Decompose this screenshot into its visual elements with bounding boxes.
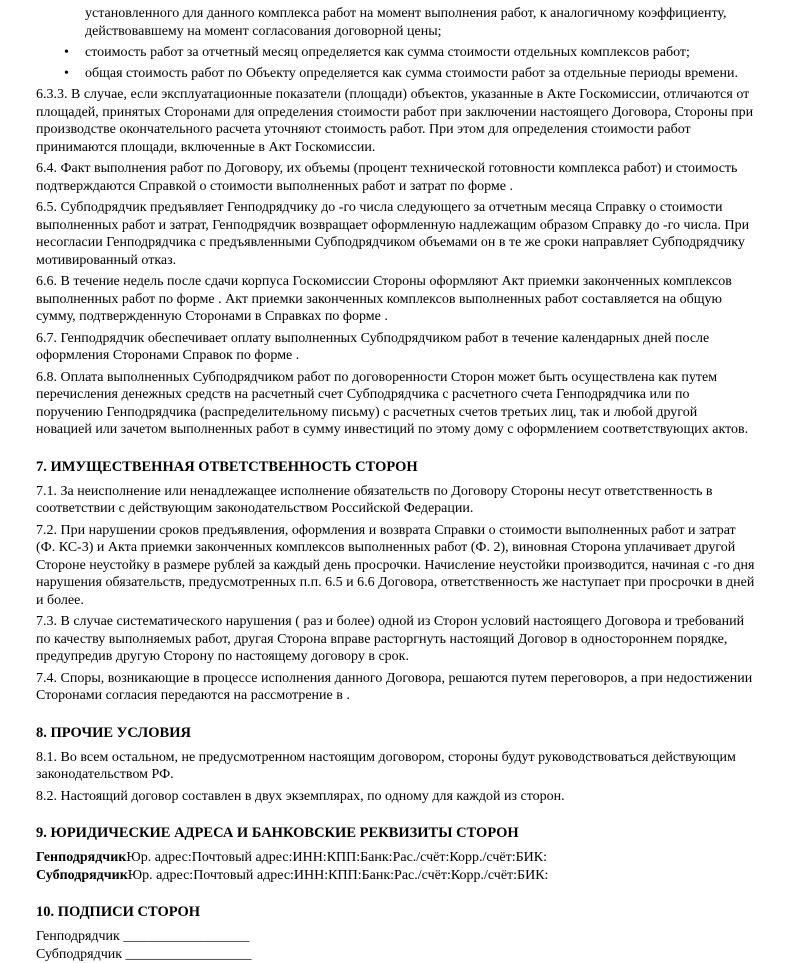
clause-7-4: 7.4. Споры, возникающие в процессе исполнения данного Договора, решаются путем переговоров, а при недостижении Сторонами согласия передаются на рассмотрение в . [36, 670, 756, 705]
clause-8-1: 8.1. Во всем остальном, не предусмотренном настоящим договором, стороны будут руководствоваться действующим законодательством РФ. [36, 749, 756, 784]
clause-7-2: 7.2. При нарушении сроков предъявления, оформления и возврата Справки о стоимости выполненных работ и затрат (Ф. КС-3) и Акта приемки законченных комплексов выполненных работ (Ф. 2), виновная Сторона уплачивает другой Стороне неустойку в размере рублей за каждый день просрочки. Начисление неустойки производится, начиная с -го дня нарушения обязательств, предусмотренных п.п. 6.5 и 6.6 Договора, ответственность же наступает при просрочки в дней и более. [36, 522, 756, 610]
clause-6-8: 6.8. Оплата выполненных Субподрядчиком работ по договоренности Сторон может быть осуществлена как путем перечисления денежных средств на расчетный счет Субподрядчика с расчетного счета Генподрядчика или по поручению Генподрядчика (распределительному письму) с расчетных счетов третьих лиц, так и любой другой новацией или зачетом выполненных работ в сумму инвестиций по этому дому с оформлением соответствующих актов. [36, 369, 756, 439]
signature-blank: __________________ [123, 929, 249, 944]
clause-8-2: 8.2. Настоящий договор составлен в двух экземплярах, по одному для каждой из сторон. [36, 788, 756, 806]
party-name-label: Субподрядчик [36, 947, 122, 962]
bullet-icon: • [64, 65, 69, 83]
section-8-heading: 8. ПРОЧИЕ УСЛОВИЯ [36, 724, 756, 742]
list-item-text: общая стоимость работ по Объекту определяется как сумма стоимости работ за отдельные периоды времени. [85, 66, 738, 81]
party-name-label: Генподрядчик [36, 929, 120, 944]
clause-7-3: 7.3. В случае систематического нарушения ( раз и более) одной из Сторон условий настоящего Договора и требований по качеству выполняемых работ, другая Сторона вправе расторгнуть настоящий Договор в одностороннем порядке, предупредив другую Сторону по настоящему договору в срок. [36, 613, 756, 666]
section-10-heading: 10. ПОДПИСИ СТОРОН [36, 903, 756, 921]
signature-line-subpodryadchik [36, 946, 756, 963]
list-item [36, 44, 756, 62]
party-name-label: Субподрядчик [36, 868, 128, 883]
signature-blank: __________________ [126, 947, 252, 962]
bullet-list [36, 44, 756, 82]
requisites-details: Юр. адрес:Почтовый адрес:ИНН:КПП:Банк:Рас./счёт:Корр./счёт:БИК: [128, 868, 549, 883]
requisites-line-subpodryadchik [36, 867, 756, 885]
clause-6-3-3: 6.3.3. В случае, если эксплуатационные показатели (площади) объектов, указанные в Акте Госкомиссии, отличаются от площадей, принятых Сторонами для определения стоимости работ при заключении настоящего Договора, Стороны при производстве окончательного расчета уточняют стоимость работ. При этом для определения стоимости работ принимаются площади, включенные в Акт Госкомиссии. [36, 86, 756, 156]
list-item-text: стоимость работ за отчетный месяц определяется как сумма стоимости отдельных комплексов работ; [85, 45, 690, 60]
requisites-details: Юр. адрес:Почтовый адрес:ИНН:КПП:Банк:Рас./счёт:Корр./счёт:БИК: [126, 850, 547, 865]
party-name-label: Генподрядчик [36, 850, 126, 865]
signature-line-genpodryadchik [36, 928, 756, 946]
requisites-line-genpodryadchik [36, 849, 756, 867]
clause-6-7: 6.7. Генподрядчик обеспечивает оплату выполненных Субподрядчиком работ в течение календарных дней после оформления Сторонами Справок по форме . [36, 330, 756, 365]
section-7-heading: 7. ИМУЩЕСТВЕННАЯ ОТВЕТСТВЕННОСТЬ СТОРОН [36, 458, 756, 476]
section-9-heading: 9. ЮРИДИЧЕСКИЕ АДРЕСА И БАНКОВСКИЕ РЕКВИЗИТЫ СТОРОН [36, 824, 756, 842]
clause-7-1: 7.1. За неисполнение или ненадлежащее исполнение обязательств по Договору Стороны несут ответственность в соответствии с действующим законодательством Российской Федерации. [36, 483, 756, 518]
bullet-icon: • [64, 44, 69, 62]
clause-6-6: 6.6. В течение недель после сдачи корпуса Госкомиссии Стороны оформляют Акт приемки законченных комплексов выполненных работ по форме . Акт приемки законченных комплексов выполненных работ составляется на общую сумму, подтвержденную Сторонами в Справках по форме . [36, 273, 756, 326]
list-item [36, 65, 756, 83]
clause-6-5: 6.5. Субподрядчик предъявляет Генподрядчику до -го числа следующего за отчетным месяца Справку о стоимости выполненных работ и затрат, Генподрядчик возвращает оформленную надлежащим образом Справку до -го числа. При несогласии Генподрядчика с предъявленными Субподрядчиком объемами он в те же сроки направляет Субподрядчику мотивированный отказ. [36, 199, 756, 269]
clause-6-4: 6.4. Факт выполнения работ по Договору, их объемы (процент технической готовности комплекса работ) и стоимость подтверждаются Справкой о стоимости выполненных работ и затрат по форме . [36, 160, 756, 195]
bullet-continuation-text: установленного для данного комплекса работ на момент выполнения работ, к аналогичному коэффициенту, действовавшему на момент согласования договорной цены; [85, 5, 756, 40]
